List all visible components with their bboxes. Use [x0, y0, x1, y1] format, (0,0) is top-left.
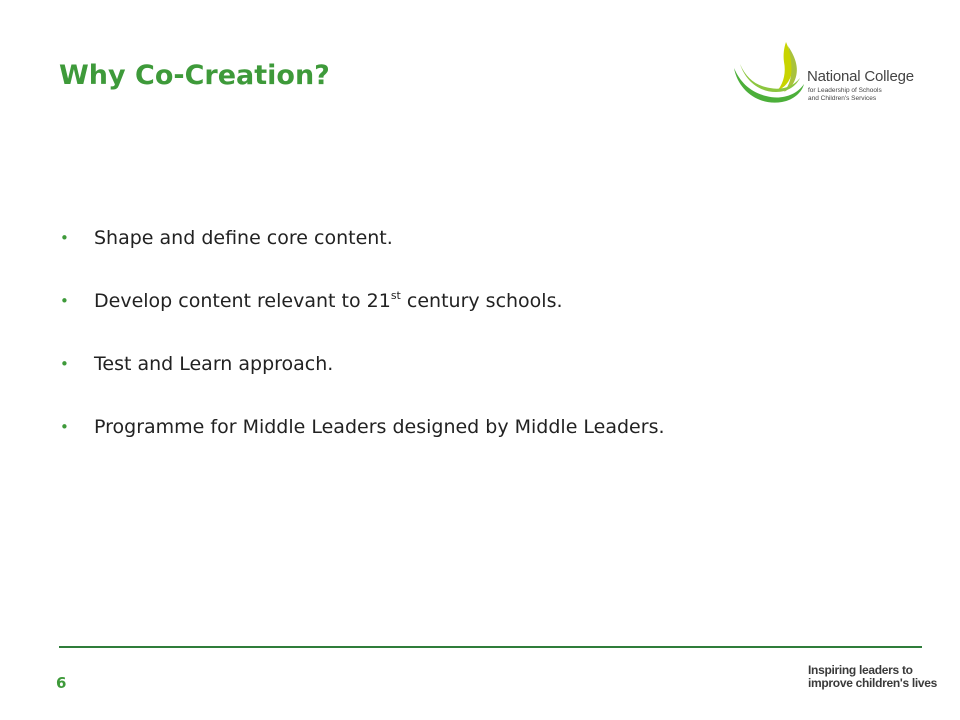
page-number: 6: [56, 674, 67, 692]
slide-title: Why Co-Creation?: [59, 60, 330, 91]
logo-name: National College: [807, 68, 914, 85]
bullet-text: Shape and define core content.: [94, 227, 393, 249]
bullet-dot-icon: •: [60, 229, 69, 247]
national-college-logo: [730, 38, 930, 110]
tagline-line2: improve children's lives: [808, 676, 938, 690]
tagline-line1: Inspiring leaders to: [808, 663, 913, 677]
bullet-text: Programme for Middle Leaders designed by Middle Leaders.: [94, 416, 665, 438]
logo-swoosh-icon: [730, 38, 810, 110]
bullet-dot-icon: •: [60, 418, 69, 436]
logo-subtitle-line1: for Leadership of Schools: [808, 87, 882, 94]
logo-subtitle-line2: and Children's Services: [808, 95, 877, 102]
bullet-dot-icon: •: [60, 292, 69, 310]
bullet-text: Test and Learn approach.: [94, 353, 334, 375]
bullet-text-start: Develop content relevant to 21: [94, 290, 391, 312]
footer-divider: [59, 646, 922, 648]
bullet-text: [94, 287, 563, 318]
footer-tagline: [808, 664, 937, 690]
bullet-text-end: century schools.: [400, 290, 563, 312]
ordinal-superscript: st: [390, 289, 401, 302]
bullet-dot-icon: •: [60, 355, 69, 373]
